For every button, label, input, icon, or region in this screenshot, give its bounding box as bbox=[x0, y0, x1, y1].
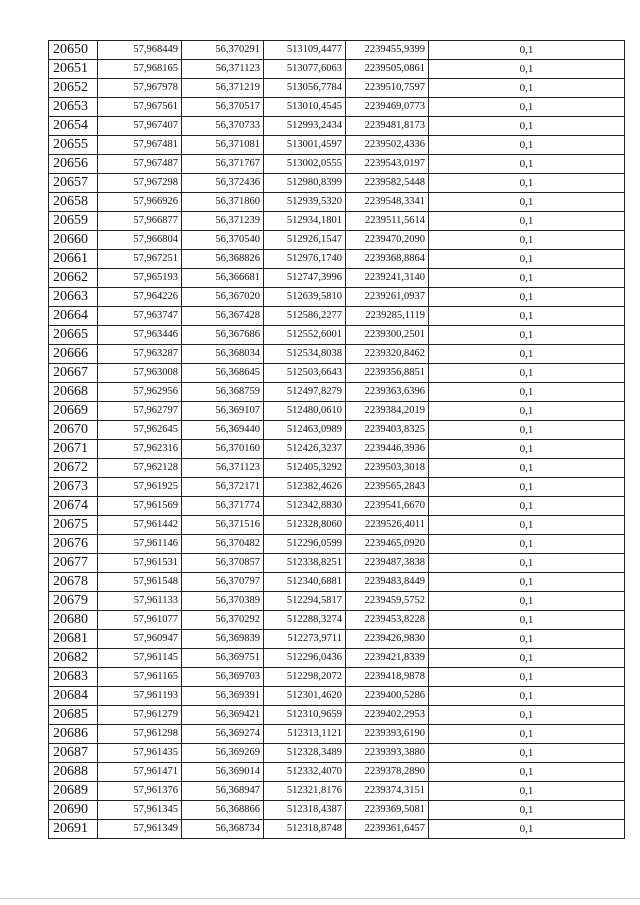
latitude-cell: 57,962316 bbox=[98, 440, 182, 459]
longitude-cell: 56,367020 bbox=[182, 288, 264, 307]
table-row bbox=[49, 307, 625, 326]
table-row bbox=[49, 60, 625, 79]
value-cell: 0,1 bbox=[429, 535, 625, 554]
value-cell: 0,1 bbox=[429, 801, 625, 820]
table-row bbox=[49, 478, 625, 497]
table-row bbox=[49, 98, 625, 117]
x-coordinate-cell: 512340,6881 bbox=[264, 573, 346, 592]
latitude-cell: 57,967487 bbox=[98, 155, 182, 174]
x-coordinate-cell: 513010,4545 bbox=[264, 98, 346, 117]
y-coordinate-cell: 2239487,3838 bbox=[346, 554, 429, 573]
longitude-cell: 56,371516 bbox=[182, 516, 264, 535]
table-row bbox=[49, 79, 625, 98]
longitude-cell: 56,370797 bbox=[182, 573, 264, 592]
x-coordinate-cell: 512980,8399 bbox=[264, 174, 346, 193]
longitude-cell: 56,370292 bbox=[182, 611, 264, 630]
value-cell: 0,1 bbox=[429, 516, 625, 535]
table-row bbox=[49, 611, 625, 630]
value-cell: 0,1 bbox=[429, 212, 625, 231]
x-coordinate-cell: 512301,4620 bbox=[264, 687, 346, 706]
latitude-cell: 57,961165 bbox=[98, 668, 182, 687]
y-coordinate-cell: 2239393,6190 bbox=[346, 725, 429, 744]
point-number-cell: 20662 bbox=[49, 269, 98, 288]
value-cell: 0,1 bbox=[429, 573, 625, 592]
x-coordinate-cell: 513077,6063 bbox=[264, 60, 346, 79]
longitude-cell: 56,369703 bbox=[182, 668, 264, 687]
longitude-cell: 56,369751 bbox=[182, 649, 264, 668]
y-coordinate-cell: 2239368,8864 bbox=[346, 250, 429, 269]
latitude-cell: 57,962128 bbox=[98, 459, 182, 478]
longitude-cell: 56,370857 bbox=[182, 554, 264, 573]
latitude-cell: 57,964226 bbox=[98, 288, 182, 307]
y-coordinate-cell: 2239526,4011 bbox=[346, 516, 429, 535]
table-row bbox=[49, 193, 625, 212]
value-cell: 0,1 bbox=[429, 459, 625, 478]
longitude-cell: 56,370517 bbox=[182, 98, 264, 117]
value-cell: 0,1 bbox=[429, 440, 625, 459]
value-cell: 0,1 bbox=[429, 592, 625, 611]
point-number-cell: 20674 bbox=[49, 497, 98, 516]
latitude-cell: 57,961349 bbox=[98, 820, 182, 839]
value-cell: 0,1 bbox=[429, 421, 625, 440]
y-coordinate-cell: 2239369,5081 bbox=[346, 801, 429, 820]
x-coordinate-cell: 512296,0599 bbox=[264, 535, 346, 554]
point-number-cell: 20680 bbox=[49, 611, 98, 630]
y-coordinate-cell: 2239356,8851 bbox=[346, 364, 429, 383]
value-cell: 0,1 bbox=[429, 402, 625, 421]
longitude-cell: 56,371123 bbox=[182, 60, 264, 79]
point-number-cell: 20661 bbox=[49, 250, 98, 269]
table-row bbox=[49, 345, 625, 364]
table-row bbox=[49, 782, 625, 801]
latitude-cell: 57,967251 bbox=[98, 250, 182, 269]
longitude-cell: 56,371860 bbox=[182, 193, 264, 212]
longitude-cell: 56,369274 bbox=[182, 725, 264, 744]
value-cell: 0,1 bbox=[429, 288, 625, 307]
y-coordinate-cell: 2239361,6457 bbox=[346, 820, 429, 839]
y-coordinate-cell: 2239453,8228 bbox=[346, 611, 429, 630]
value-cell: 0,1 bbox=[429, 554, 625, 573]
y-coordinate-cell: 2239400,5286 bbox=[346, 687, 429, 706]
latitude-cell: 57,966804 bbox=[98, 231, 182, 250]
longitude-cell: 56,371081 bbox=[182, 136, 264, 155]
longitude-cell: 56,369014 bbox=[182, 763, 264, 782]
latitude-cell: 57,961133 bbox=[98, 592, 182, 611]
latitude-cell: 57,967561 bbox=[98, 98, 182, 117]
value-cell: 0,1 bbox=[429, 649, 625, 668]
y-coordinate-cell: 2239402,2953 bbox=[346, 706, 429, 725]
longitude-cell: 56,368826 bbox=[182, 250, 264, 269]
value-cell: 0,1 bbox=[429, 41, 625, 60]
table-row bbox=[49, 744, 625, 763]
x-coordinate-cell: 512328,8060 bbox=[264, 516, 346, 535]
y-coordinate-cell: 2239261,0937 bbox=[346, 288, 429, 307]
table-row bbox=[49, 592, 625, 611]
point-number-cell: 20672 bbox=[49, 459, 98, 478]
longitude-cell: 56,370540 bbox=[182, 231, 264, 250]
value-cell: 0,1 bbox=[429, 193, 625, 212]
x-coordinate-cell: 512382,4626 bbox=[264, 478, 346, 497]
latitude-cell: 57,966926 bbox=[98, 193, 182, 212]
y-coordinate-cell: 2239465,0920 bbox=[346, 535, 429, 554]
table-row bbox=[49, 725, 625, 744]
latitude-cell: 57,962956 bbox=[98, 383, 182, 402]
latitude-cell: 57,962645 bbox=[98, 421, 182, 440]
point-number-cell: 20660 bbox=[49, 231, 98, 250]
table-row bbox=[49, 706, 625, 725]
y-coordinate-cell: 2239241,3140 bbox=[346, 269, 429, 288]
x-coordinate-cell: 512426,3237 bbox=[264, 440, 346, 459]
table-row bbox=[49, 630, 625, 649]
x-coordinate-cell: 512586,2277 bbox=[264, 307, 346, 326]
y-coordinate-cell: 2239421,8339 bbox=[346, 649, 429, 668]
x-coordinate-cell: 512273,9711 bbox=[264, 630, 346, 649]
point-number-cell: 20685 bbox=[49, 706, 98, 725]
y-coordinate-cell: 2239363,6396 bbox=[346, 383, 429, 402]
latitude-cell: 57,961145 bbox=[98, 649, 182, 668]
x-coordinate-cell: 513001,4597 bbox=[264, 136, 346, 155]
longitude-cell: 56,368947 bbox=[182, 782, 264, 801]
x-coordinate-cell: 513109,4477 bbox=[264, 41, 346, 60]
point-number-cell: 20689 bbox=[49, 782, 98, 801]
y-coordinate-cell: 2239426,9830 bbox=[346, 630, 429, 649]
value-cell: 0,1 bbox=[429, 98, 625, 117]
value-cell: 0,1 bbox=[429, 687, 625, 706]
latitude-cell: 57,960947 bbox=[98, 630, 182, 649]
y-coordinate-cell: 2239378,2890 bbox=[346, 763, 429, 782]
value-cell: 0,1 bbox=[429, 155, 625, 174]
y-coordinate-cell: 2239548,3341 bbox=[346, 193, 429, 212]
value-cell: 0,1 bbox=[429, 668, 625, 687]
longitude-cell: 56,368734 bbox=[182, 820, 264, 839]
point-number-cell: 20677 bbox=[49, 554, 98, 573]
point-number-cell: 20651 bbox=[49, 60, 98, 79]
latitude-cell: 57,966877 bbox=[98, 212, 182, 231]
y-coordinate-cell: 2239455,9399 bbox=[346, 41, 429, 60]
longitude-cell: 56,369839 bbox=[182, 630, 264, 649]
longitude-cell: 56,371767 bbox=[182, 155, 264, 174]
table-row bbox=[49, 402, 625, 421]
table-row bbox=[49, 801, 625, 820]
value-cell: 0,1 bbox=[429, 744, 625, 763]
table-row bbox=[49, 269, 625, 288]
x-coordinate-cell: 512288,3274 bbox=[264, 611, 346, 630]
value-cell: 0,1 bbox=[429, 60, 625, 79]
value-cell: 0,1 bbox=[429, 79, 625, 98]
table-row bbox=[49, 212, 625, 231]
y-coordinate-cell: 2239541,6670 bbox=[346, 497, 429, 516]
x-coordinate-cell: 512318,4387 bbox=[264, 801, 346, 820]
longitude-cell: 56,369440 bbox=[182, 421, 264, 440]
latitude-cell: 57,961569 bbox=[98, 497, 182, 516]
y-coordinate-cell: 2239565,2843 bbox=[346, 478, 429, 497]
page-edge-line bbox=[0, 898, 640, 899]
x-coordinate-cell: 512503,6643 bbox=[264, 364, 346, 383]
point-number-cell: 20690 bbox=[49, 801, 98, 820]
point-number-cell: 20681 bbox=[49, 630, 98, 649]
longitude-cell: 56,371774 bbox=[182, 497, 264, 516]
latitude-cell: 57,961298 bbox=[98, 725, 182, 744]
latitude-cell: 57,961376 bbox=[98, 782, 182, 801]
x-coordinate-cell: 512747,3996 bbox=[264, 269, 346, 288]
point-number-cell: 20682 bbox=[49, 649, 98, 668]
longitude-cell: 56,370389 bbox=[182, 592, 264, 611]
latitude-cell: 57,961531 bbox=[98, 554, 182, 573]
x-coordinate-cell: 513002,0555 bbox=[264, 155, 346, 174]
y-coordinate-cell: 2239510,7597 bbox=[346, 79, 429, 98]
x-coordinate-cell: 512480,0610 bbox=[264, 402, 346, 421]
table-row bbox=[49, 820, 625, 839]
x-coordinate-cell: 513056,7784 bbox=[264, 79, 346, 98]
table-row bbox=[49, 554, 625, 573]
table-row bbox=[49, 649, 625, 668]
point-number-cell: 20675 bbox=[49, 516, 98, 535]
value-cell: 0,1 bbox=[429, 136, 625, 155]
point-number-cell: 20659 bbox=[49, 212, 98, 231]
latitude-cell: 57,961471 bbox=[98, 763, 182, 782]
point-number-cell: 20652 bbox=[49, 79, 98, 98]
table-row bbox=[49, 535, 625, 554]
point-number-cell: 20679 bbox=[49, 592, 98, 611]
value-cell: 0,1 bbox=[429, 725, 625, 744]
value-cell: 0,1 bbox=[429, 611, 625, 630]
table-row bbox=[49, 421, 625, 440]
x-coordinate-cell: 512639,5810 bbox=[264, 288, 346, 307]
latitude-cell: 57,965193 bbox=[98, 269, 182, 288]
longitude-cell: 56,367428 bbox=[182, 307, 264, 326]
table-row bbox=[49, 440, 625, 459]
x-coordinate-cell: 512463,0989 bbox=[264, 421, 346, 440]
latitude-cell: 57,968165 bbox=[98, 60, 182, 79]
y-coordinate-cell: 2239418,9878 bbox=[346, 668, 429, 687]
point-number-cell: 20658 bbox=[49, 193, 98, 212]
y-coordinate-cell: 2239393,3880 bbox=[346, 744, 429, 763]
longitude-cell: 56,368759 bbox=[182, 383, 264, 402]
longitude-cell: 56,368866 bbox=[182, 801, 264, 820]
y-coordinate-cell: 2239582,5448 bbox=[346, 174, 429, 193]
y-coordinate-cell: 2239503,3018 bbox=[346, 459, 429, 478]
latitude-cell: 57,963446 bbox=[98, 326, 182, 345]
y-coordinate-cell: 2239511,5614 bbox=[346, 212, 429, 231]
x-coordinate-cell: 512405,3292 bbox=[264, 459, 346, 478]
x-coordinate-cell: 512298,2072 bbox=[264, 668, 346, 687]
value-cell: 0,1 bbox=[429, 326, 625, 345]
value-cell: 0,1 bbox=[429, 820, 625, 839]
value-cell: 0,1 bbox=[429, 364, 625, 383]
x-coordinate-cell: 512338,8251 bbox=[264, 554, 346, 573]
latitude-cell: 57,962797 bbox=[98, 402, 182, 421]
table-row bbox=[49, 459, 625, 478]
longitude-cell: 56,372436 bbox=[182, 174, 264, 193]
value-cell: 0,1 bbox=[429, 763, 625, 782]
coordinates-table bbox=[48, 40, 625, 839]
point-number-cell: 20683 bbox=[49, 668, 98, 687]
latitude-cell: 57,961435 bbox=[98, 744, 182, 763]
latitude-cell: 57,961442 bbox=[98, 516, 182, 535]
longitude-cell: 56,371219 bbox=[182, 79, 264, 98]
longitude-cell: 56,371239 bbox=[182, 212, 264, 231]
longitude-cell: 56,370160 bbox=[182, 440, 264, 459]
point-number-cell: 20653 bbox=[49, 98, 98, 117]
value-cell: 0,1 bbox=[429, 231, 625, 250]
x-coordinate-cell: 512318,8748 bbox=[264, 820, 346, 839]
longitude-cell: 56,369107 bbox=[182, 402, 264, 421]
value-cell: 0,1 bbox=[429, 307, 625, 326]
latitude-cell: 57,963747 bbox=[98, 307, 182, 326]
x-coordinate-cell: 512497,8279 bbox=[264, 383, 346, 402]
longitude-cell: 56,370482 bbox=[182, 535, 264, 554]
y-coordinate-cell: 2239470,2090 bbox=[346, 231, 429, 250]
x-coordinate-cell: 512313,1121 bbox=[264, 725, 346, 744]
table-row bbox=[49, 136, 625, 155]
point-number-cell: 20684 bbox=[49, 687, 98, 706]
latitude-cell: 57,961193 bbox=[98, 687, 182, 706]
y-coordinate-cell: 2239403,8325 bbox=[346, 421, 429, 440]
x-coordinate-cell: 512534,8038 bbox=[264, 345, 346, 364]
x-coordinate-cell: 512296,0436 bbox=[264, 649, 346, 668]
table-row bbox=[49, 41, 625, 60]
table-row bbox=[49, 668, 625, 687]
latitude-cell: 57,963287 bbox=[98, 345, 182, 364]
point-number-cell: 20666 bbox=[49, 345, 98, 364]
x-coordinate-cell: 512934,1801 bbox=[264, 212, 346, 231]
value-cell: 0,1 bbox=[429, 117, 625, 136]
y-coordinate-cell: 2239384,2019 bbox=[346, 402, 429, 421]
table-row bbox=[49, 117, 625, 136]
table-row bbox=[49, 231, 625, 250]
table-row bbox=[49, 250, 625, 269]
point-number-cell: 20654 bbox=[49, 117, 98, 136]
value-cell: 0,1 bbox=[429, 630, 625, 649]
table-row bbox=[49, 174, 625, 193]
latitude-cell: 57,961925 bbox=[98, 478, 182, 497]
x-coordinate-cell: 512993,2434 bbox=[264, 117, 346, 136]
longitude-cell: 56,371123 bbox=[182, 459, 264, 478]
table-row bbox=[49, 687, 625, 706]
y-coordinate-cell: 2239505,0861 bbox=[346, 60, 429, 79]
x-coordinate-cell: 512976,1740 bbox=[264, 250, 346, 269]
y-coordinate-cell: 2239469,0773 bbox=[346, 98, 429, 117]
point-number-cell: 20655 bbox=[49, 136, 98, 155]
x-coordinate-cell: 512926,1547 bbox=[264, 231, 346, 250]
point-number-cell: 20678 bbox=[49, 573, 98, 592]
longitude-cell: 56,370291 bbox=[182, 41, 264, 60]
point-number-cell: 20667 bbox=[49, 364, 98, 383]
table-row bbox=[49, 288, 625, 307]
x-coordinate-cell: 512342,8830 bbox=[264, 497, 346, 516]
point-number-cell: 20691 bbox=[49, 820, 98, 839]
point-number-cell: 20663 bbox=[49, 288, 98, 307]
x-coordinate-cell: 512310,9659 bbox=[264, 706, 346, 725]
x-coordinate-cell: 512552,6001 bbox=[264, 326, 346, 345]
value-cell: 0,1 bbox=[429, 478, 625, 497]
longitude-cell: 56,369421 bbox=[182, 706, 264, 725]
x-coordinate-cell: 512332,4070 bbox=[264, 763, 346, 782]
y-coordinate-cell: 2239483,8449 bbox=[346, 573, 429, 592]
y-coordinate-cell: 2239446,3936 bbox=[346, 440, 429, 459]
y-coordinate-cell: 2239320,8462 bbox=[346, 345, 429, 364]
x-coordinate-cell: 512939,5320 bbox=[264, 193, 346, 212]
table-row bbox=[49, 497, 625, 516]
y-coordinate-cell: 2239481,8173 bbox=[346, 117, 429, 136]
y-coordinate-cell: 2239459,5752 bbox=[346, 592, 429, 611]
y-coordinate-cell: 2239300,2501 bbox=[346, 326, 429, 345]
point-number-cell: 20656 bbox=[49, 155, 98, 174]
latitude-cell: 57,961146 bbox=[98, 535, 182, 554]
point-number-cell: 20671 bbox=[49, 440, 98, 459]
x-coordinate-cell: 512328,3489 bbox=[264, 744, 346, 763]
table-body bbox=[49, 41, 625, 839]
point-number-cell: 20665 bbox=[49, 326, 98, 345]
point-number-cell: 20664 bbox=[49, 307, 98, 326]
y-coordinate-cell: 2239502,4336 bbox=[346, 136, 429, 155]
latitude-cell: 57,967978 bbox=[98, 79, 182, 98]
value-cell: 0,1 bbox=[429, 174, 625, 193]
value-cell: 0,1 bbox=[429, 250, 625, 269]
longitude-cell: 56,366681 bbox=[182, 269, 264, 288]
table-row bbox=[49, 516, 625, 535]
latitude-cell: 57,967407 bbox=[98, 117, 182, 136]
latitude-cell: 57,961279 bbox=[98, 706, 182, 725]
longitude-cell: 56,369269 bbox=[182, 744, 264, 763]
y-coordinate-cell: 2239543,0197 bbox=[346, 155, 429, 174]
point-number-cell: 20650 bbox=[49, 41, 98, 60]
value-cell: 0,1 bbox=[429, 497, 625, 516]
latitude-cell: 57,968449 bbox=[98, 41, 182, 60]
value-cell: 0,1 bbox=[429, 269, 625, 288]
latitude-cell: 57,961077 bbox=[98, 611, 182, 630]
point-number-cell: 20657 bbox=[49, 174, 98, 193]
latitude-cell: 57,963008 bbox=[98, 364, 182, 383]
latitude-cell: 57,967298 bbox=[98, 174, 182, 193]
y-coordinate-cell: 2239374,3151 bbox=[346, 782, 429, 801]
latitude-cell: 57,961548 bbox=[98, 573, 182, 592]
point-number-cell: 20687 bbox=[49, 744, 98, 763]
point-number-cell: 20668 bbox=[49, 383, 98, 402]
table-row bbox=[49, 364, 625, 383]
table-row bbox=[49, 326, 625, 345]
value-cell: 0,1 bbox=[429, 706, 625, 725]
latitude-cell: 57,961345 bbox=[98, 801, 182, 820]
point-number-cell: 20670 bbox=[49, 421, 98, 440]
point-number-cell: 20688 bbox=[49, 763, 98, 782]
value-cell: 0,1 bbox=[429, 345, 625, 364]
point-number-cell: 20686 bbox=[49, 725, 98, 744]
point-number-cell: 20676 bbox=[49, 535, 98, 554]
x-coordinate-cell: 512294,5817 bbox=[264, 592, 346, 611]
longitude-cell: 56,370733 bbox=[182, 117, 264, 136]
longitude-cell: 56,368034 bbox=[182, 345, 264, 364]
table-row bbox=[49, 573, 625, 592]
longitude-cell: 56,369391 bbox=[182, 687, 264, 706]
value-cell: 0,1 bbox=[429, 383, 625, 402]
value-cell: 0,1 bbox=[429, 782, 625, 801]
point-number-cell: 20669 bbox=[49, 402, 98, 421]
table-row bbox=[49, 383, 625, 402]
longitude-cell: 56,372171 bbox=[182, 478, 264, 497]
x-coordinate-cell: 512321,8176 bbox=[264, 782, 346, 801]
latitude-cell: 57,967481 bbox=[98, 136, 182, 155]
longitude-cell: 56,368645 bbox=[182, 364, 264, 383]
longitude-cell: 56,367686 bbox=[182, 326, 264, 345]
table-row bbox=[49, 763, 625, 782]
point-number-cell: 20673 bbox=[49, 478, 98, 497]
table-row bbox=[49, 155, 625, 174]
y-coordinate-cell: 2239285,1119 bbox=[346, 307, 429, 326]
